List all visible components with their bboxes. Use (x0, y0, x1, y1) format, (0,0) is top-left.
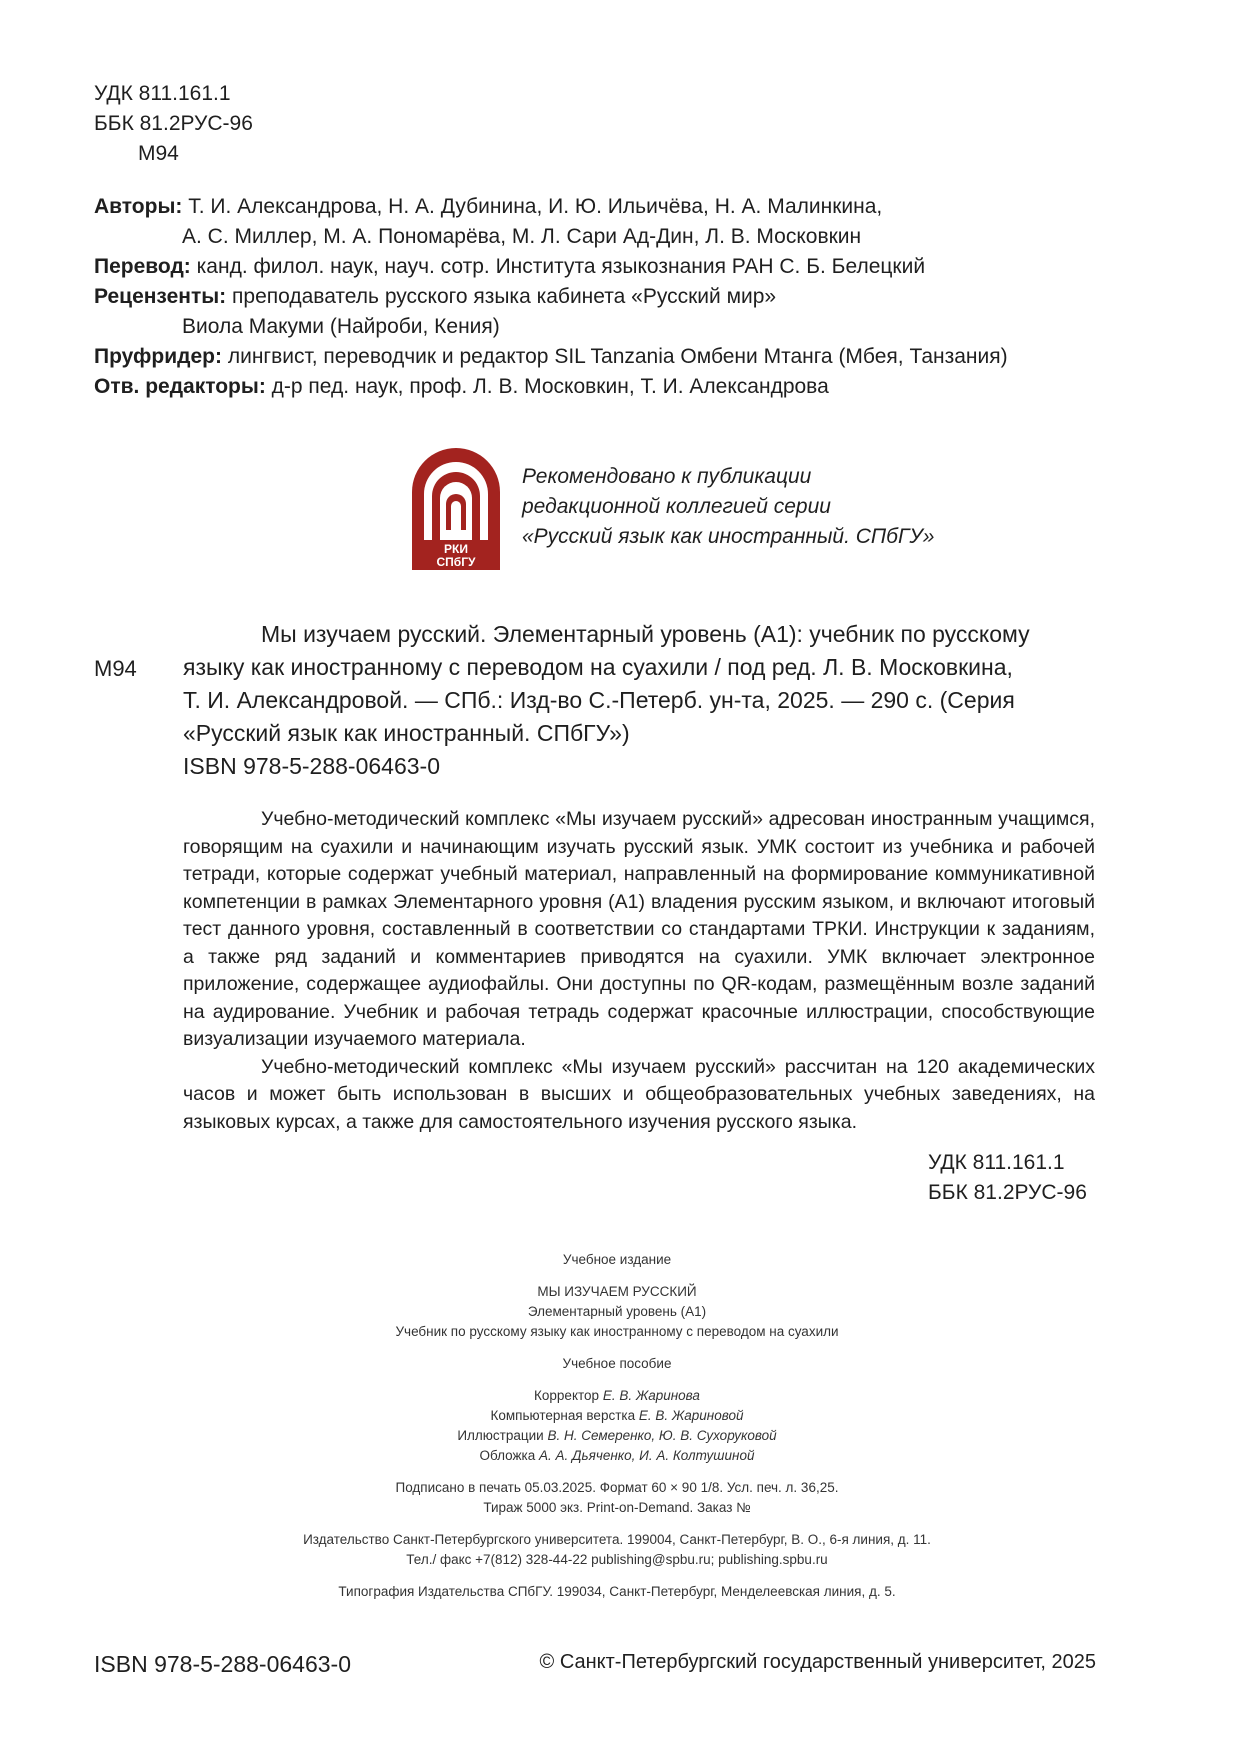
printing-house: Типография Издательства СПбГУ. 199034, Санкт-Петербург, Менделеевская линия, д. 5. (338, 1584, 896, 1599)
reviewers-row (94, 282, 1154, 312)
editors-label: Отв. редакторы: (94, 375, 266, 398)
publication-kind: Учебное пособие (562, 1356, 672, 1371)
svg-text:РКИ: РКИ (444, 542, 468, 556)
corrector-name: Е. В. Жаринова (602, 1388, 700, 1403)
authors-label: Авторы: (94, 195, 183, 218)
cover-row (0, 1446, 1234, 1466)
publisher-address: Издательство Санкт-Петербургского университета. 199004, Санкт-Петербург, В. О., 6-я линия, д. 11. (303, 1532, 931, 1547)
svg-text:СПбГУ: СПбГУ (436, 555, 476, 569)
abstract-paragraph: Учебно-методический комплекс «Мы изучаем русский» адресован иностранным учащимся, говорящим на суахили и начинающим изучать русский язык. УМК состоит из учебника и рабочей тетради, которые содержат учебный материал, направленный на формирование коммуникативной компетенции в рамках Элементарного уровня (А1) владения русским языком, и включают итоговый тест данного уровня, составленный в соответствии со стандартами ТРКИ. Инструкции к заданиям, а также ряд заданий и комментариев приводятся на суахили. УМК включает электронное приложение, содержащее аудиофайлы. Они доступны по QR-кодам, размещённым возле заданий на аудирование. Учебник и рабочая тетрадь содержат красочные иллюстрации, способствующие визуализации изучаемого материала. (183, 808, 1095, 1050)
print-run: Тираж 5000 экз. Print-on-Demand. Заказ № (483, 1500, 751, 1515)
translation-label: Перевод: (94, 255, 191, 278)
imprint-subtitle: Учебник по русскому языку как иностранному с переводом на суахили (395, 1324, 839, 1339)
udk-code: УДК 811.161.1 (94, 82, 231, 105)
authors-line2: А. С. Миллер, М. А. Пономарёва, М. Л. Сари Ад-Дин, Л. В. Московкин (182, 225, 862, 248)
translation-row (94, 252, 1154, 282)
top-classification-codes (94, 79, 253, 169)
editors-value: д-р пед. наук, проф. Л. В. Московкин, Т. И. Александрова (271, 375, 829, 398)
credits-block (94, 192, 1154, 402)
illustrations-names: В. Н. Семеренко, Ю. В. Сухоруковой (547, 1428, 777, 1443)
proofreader-value: лингвист, переводчик и редактор SIL Tanzania Омбени Мтанга (Мбея, Танзания) (227, 345, 1008, 368)
bbk-code: ББК 81.2РУС-96 (94, 112, 253, 135)
footer-isbn: ISBN 978-5-288-06463-0 (94, 1651, 351, 1677)
layout-name: Е. В. Жариновой (638, 1408, 744, 1423)
bibliography-isbn: ISBN 978-5-288-06463-0 (183, 753, 440, 779)
imprint-title: МЫ ИЗУЧАЕМ РУССКИЙ (537, 1284, 697, 1299)
reviewers-line2: Виола Макуми (Найроби, Кения) (182, 315, 500, 338)
translation-value: канд. филол. наук, науч. сотр. Института языкознания РАН С. Б. Белецкий (196, 255, 926, 278)
bbk-code: ББК 81.2РУС-96 (928, 1181, 1087, 1204)
reviewers-line1: преподаватель русского языка кабинета «Русский мир» (232, 285, 777, 308)
print-signed: Подписано в печать 05.03.2025. Формат 60 × 90 1/8. Усл. печ. л. 36,25. (395, 1480, 839, 1495)
bibliography-line4: «Русский язык как иностранный. СПбГУ») (183, 720, 630, 746)
edition-type: Учебное издание (562, 1252, 672, 1267)
author-mark: М94 (138, 142, 179, 165)
publisher-contacts: Тел./ факс +7(812) 328-44-22 publishing@spbu.ru; publishing.spbu.ru (406, 1552, 828, 1567)
imprint (0, 1250, 1234, 1602)
authors-row (94, 192, 1154, 222)
illustrations-row (0, 1426, 1234, 1446)
reviewers-label: Рецензенты: (94, 285, 227, 308)
layout-row (0, 1406, 1234, 1426)
arch-logo-icon (408, 444, 504, 574)
recommendation-line3: «Русский язык как иностранный. СПбГУ» (522, 525, 935, 548)
layout-label: Компьютерная верстка (490, 1408, 636, 1423)
bibliography-author-mark: М94 (94, 656, 137, 681)
authors-line1: Т. И. Александрова, Н. А. Дубинина, И. Ю. Ильичёва, Н. А. Малинкина, (188, 195, 883, 218)
bibliography-line1: Мы изучаем русский. Элементарный уровень (А1): учебник по русскому (261, 621, 1030, 647)
bibliography-line3: Т. И. Александровой. — СПб.: Изд-во С.-Петерб. ун-та, 2025. — 290 с. (Серия (183, 687, 1015, 713)
recommendation-line2: редакционной коллегией серии (522, 495, 831, 518)
illustrations-label: Иллюстрации (457, 1428, 544, 1443)
abstract (183, 806, 1095, 1136)
recommendation-line1: Рекомендовано к публикации (522, 465, 812, 488)
proofreader-row (94, 342, 1154, 372)
abstract-paragraph: Учебно-методический комплекс «Мы изучаем русский» рассчитан на 120 академических часов и может быть использован в высших и общеобразовательных учебных заведениях, на языковых курсах, а также для самостоятельного изучения русского языка. (183, 1055, 1095, 1133)
cover-label: Обложка (479, 1448, 536, 1463)
proofreader-label: Пруфридер: (94, 345, 222, 368)
corrector-label: Корректор (534, 1388, 600, 1403)
corrector-row (0, 1386, 1234, 1406)
cover-names: А. А. Дьяченко, И. А. Колтушиной (539, 1448, 755, 1463)
bibliography-line2: языку как иностранному с переводом на суахили / под ред. Л. В. Московкина, (183, 654, 1013, 680)
udk-code: УДК 811.161.1 (928, 1151, 1065, 1174)
bibliographic-record (183, 618, 1095, 783)
editors-row (94, 372, 1154, 402)
bottom-classification-codes (928, 1148, 1087, 1208)
footer-copyright: © Санкт-Петербургский государственный университет, 2025 (539, 1651, 1096, 1673)
rki-spbgu-logo (408, 444, 504, 574)
series-recommendation (522, 462, 934, 552)
imprint-level: Элементарный уровень (А1) (527, 1304, 707, 1319)
